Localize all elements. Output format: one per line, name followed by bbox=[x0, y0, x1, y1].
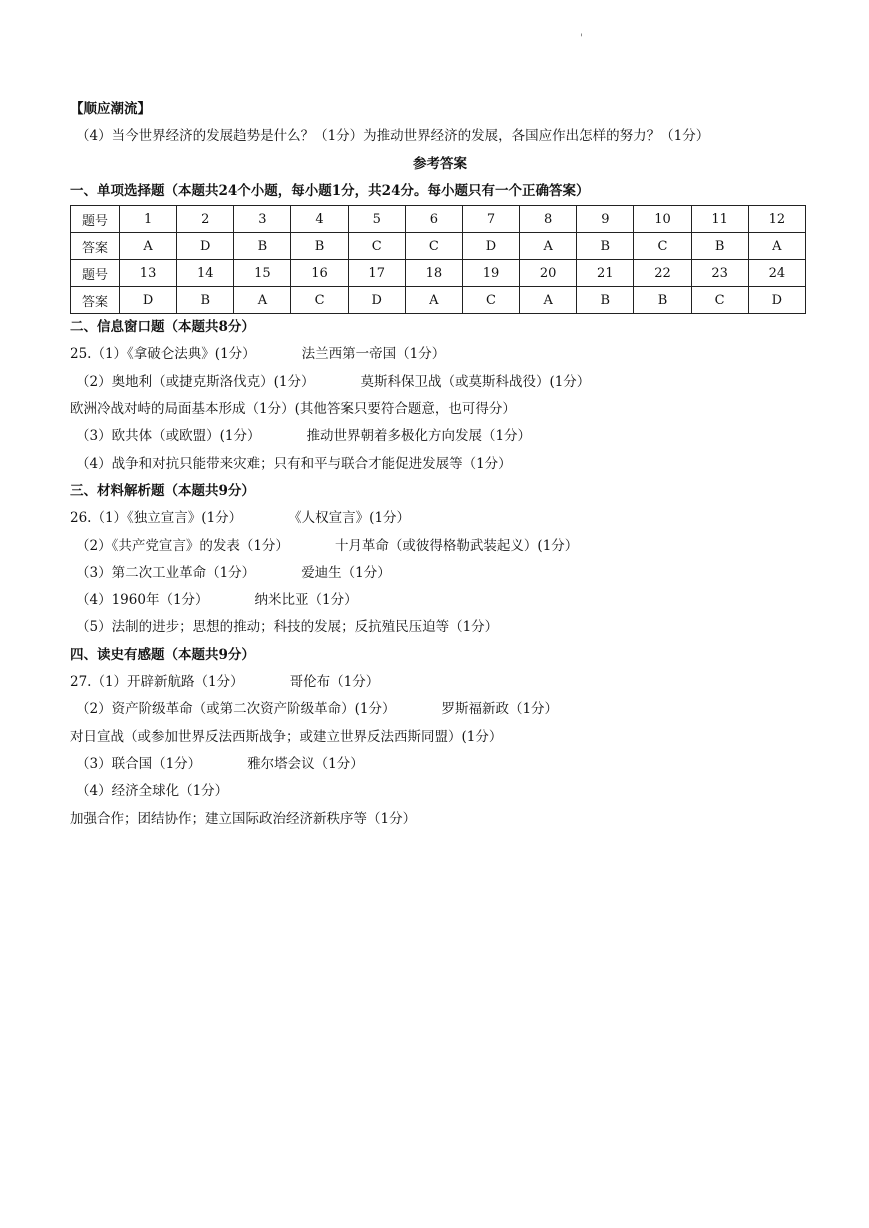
question-number-cell: 6 bbox=[405, 206, 462, 233]
part4-l1a: 27.（1）开辟新航路（1分） bbox=[70, 674, 244, 691]
document-body bbox=[70, 96, 810, 833]
part4-l4a: （3）联合国（1分） bbox=[76, 755, 202, 772]
answer-cell: C bbox=[405, 233, 462, 260]
part3-l3b: 爱迪生（1分） bbox=[301, 564, 391, 581]
row-label-question: 题号 bbox=[71, 260, 120, 287]
answer-cell: A bbox=[520, 287, 577, 314]
question-number-cell: 17 bbox=[348, 260, 405, 287]
answer-cell: D bbox=[748, 287, 805, 314]
question-number-cell: 1 bbox=[120, 206, 177, 233]
question-number-cell: 20 bbox=[520, 260, 577, 287]
part3-l3a: （3）第二次工业革命（1分） bbox=[76, 564, 256, 581]
question-number-cell: 22 bbox=[634, 260, 691, 287]
question-number-cell: 21 bbox=[577, 260, 634, 287]
table-row-answers bbox=[71, 287, 806, 314]
part3-l2a: （2）《共产党宣言》的发表（1分） bbox=[76, 537, 289, 554]
part2-line2 bbox=[70, 369, 810, 396]
part1-title: 一、单项选择题（本题共24个小题，每小题1分，共24分。每小题只有一个正确答案） bbox=[70, 182, 590, 199]
answer-cell: C bbox=[691, 287, 748, 314]
answer-cell: D bbox=[120, 287, 177, 314]
part3-title: 三、材料解析题（本题共9分） bbox=[70, 482, 255, 499]
part2-l4a: （3）欧共体（或欧盟）(1分） bbox=[76, 428, 261, 445]
question-number-cell: 18 bbox=[405, 260, 462, 287]
part3-l1a: 26.（1）《独立宣言》(1分） bbox=[70, 510, 243, 527]
part2-line1 bbox=[70, 341, 810, 368]
part4-l4b: 雅尔塔会议（1分） bbox=[247, 755, 364, 772]
question-number-cell: 4 bbox=[291, 206, 348, 233]
part2-l2a: （2）奥地利（或捷克斯洛伐克）(1分） bbox=[76, 373, 315, 390]
answers-title: 参考答案 bbox=[413, 155, 467, 172]
question-number-cell: 2 bbox=[177, 206, 234, 233]
part3-line5: （5）法制的进步；思想的推动；科技的发展；反抗殖民压迫等（1分） bbox=[76, 619, 499, 636]
part3-l1b: 《人权宣言》(1分） bbox=[288, 510, 411, 527]
answer-cell: B bbox=[234, 233, 291, 260]
table-row-numbers bbox=[71, 260, 806, 287]
part4-l2b: 罗斯福新政（1分） bbox=[441, 701, 559, 718]
question-number-cell: 15 bbox=[234, 260, 291, 287]
answer-cell: B bbox=[634, 287, 691, 314]
question-number-cell: 16 bbox=[291, 260, 348, 287]
part4-l1b: 哥伦布（1分） bbox=[289, 674, 380, 691]
part4-line1 bbox=[70, 669, 810, 696]
answer-cell: C bbox=[462, 287, 519, 314]
part4-title: 四、读史有感题（本题共9分） bbox=[70, 646, 255, 663]
answer-cell: A bbox=[748, 233, 805, 260]
part2-line4 bbox=[70, 423, 810, 450]
part3-l2b: 十月革命（或彼得格勒武装起义）(1分） bbox=[334, 537, 579, 554]
part2-l1a: 25.（1）《拿破仑法典》(1分） bbox=[70, 346, 256, 363]
table-row-numbers bbox=[71, 206, 806, 233]
question-number-cell: 8 bbox=[520, 206, 577, 233]
part4-line6: 加强合作；团结协作；建立国际政治经济新秩序等（1分） bbox=[70, 810, 417, 827]
section-title-shunying: 【顺应潮流】 bbox=[70, 101, 151, 117]
answer-cell: A bbox=[520, 233, 577, 260]
question-4: （4）当今世界经济的发展趋势是什么？（1分）为推动世界经济的发展，各国应作出怎样的努力？（1分） bbox=[76, 128, 710, 145]
part4-line4 bbox=[70, 751, 810, 778]
answer-cell: B bbox=[177, 287, 234, 314]
question-number-cell: 7 bbox=[462, 206, 519, 233]
part3-line4 bbox=[70, 587, 810, 614]
question-number-cell: 13 bbox=[120, 260, 177, 287]
row-label-question: 题号 bbox=[71, 206, 120, 233]
answer-cell: A bbox=[405, 287, 462, 314]
part3-l4b: 纳米比亚（1分） bbox=[254, 592, 358, 609]
table-row-answers bbox=[71, 233, 806, 260]
part4-l2a: （2）资产阶级革命（或第二次资产阶级革命）(1分） bbox=[76, 701, 396, 718]
part2-l1b: 法兰西第一帝国（1分） bbox=[301, 346, 446, 363]
answer-cell: B bbox=[291, 233, 348, 260]
answer-cell: A bbox=[120, 233, 177, 260]
question-number-cell: 10 bbox=[634, 206, 691, 233]
question-number-cell: 5 bbox=[348, 206, 405, 233]
part3-line2 bbox=[70, 533, 810, 560]
answer-cell: D bbox=[462, 233, 519, 260]
part3-line3 bbox=[70, 560, 810, 587]
question-number-cell: 23 bbox=[691, 260, 748, 287]
question-number-cell: 19 bbox=[462, 260, 519, 287]
answer-cell: A bbox=[234, 287, 291, 314]
question-number-cell: 12 bbox=[748, 206, 805, 233]
row-label-answer: 答案 bbox=[71, 287, 120, 314]
row-label-answer: 答案 bbox=[71, 233, 120, 260]
answer-cell: C bbox=[348, 233, 405, 260]
question-number-cell: 11 bbox=[691, 206, 748, 233]
answer-cell: D bbox=[177, 233, 234, 260]
answer-cell: B bbox=[577, 233, 634, 260]
part2-l4b: 推动世界朝着多极化方向发展（1分） bbox=[306, 428, 532, 445]
answer-cell: C bbox=[634, 233, 691, 260]
question-number-cell: 9 bbox=[577, 206, 634, 233]
answer-cell: C bbox=[291, 287, 348, 314]
part2-title: 二、信息窗口题（本题共8分） bbox=[70, 319, 255, 336]
answer-cell: D bbox=[348, 287, 405, 314]
part4-line5: （4）经济全球化（1分） bbox=[76, 783, 229, 800]
part4-line2 bbox=[70, 696, 810, 723]
part2-line5: （4）战争和对抗只能带来灾难；只有和平与联合才能促进发展等（1分） bbox=[76, 455, 512, 472]
answer-cell: B bbox=[577, 287, 634, 314]
part2-l2b: 莫斯科保卫战（或莫斯科战役）(1分） bbox=[360, 373, 591, 390]
part4-line3: 对日宣战（或参加世界反法西斯战争；或建立世界反法西斯同盟）(1分） bbox=[70, 728, 503, 745]
answer-table bbox=[70, 205, 806, 314]
question-number-cell: 3 bbox=[234, 206, 291, 233]
answer-cell: B bbox=[691, 233, 748, 260]
part3-l4a: （4）1960年（1分） bbox=[76, 592, 209, 609]
part3-line1 bbox=[70, 505, 810, 532]
part2-line3: 欧洲冷战对峙的局面基本形成（1分）(其他答案只要符合题意，也可得分） bbox=[70, 401, 516, 418]
question-number-cell: 14 bbox=[177, 260, 234, 287]
question-number-cell: 24 bbox=[748, 260, 805, 287]
header-mark: ' bbox=[580, 33, 583, 44]
